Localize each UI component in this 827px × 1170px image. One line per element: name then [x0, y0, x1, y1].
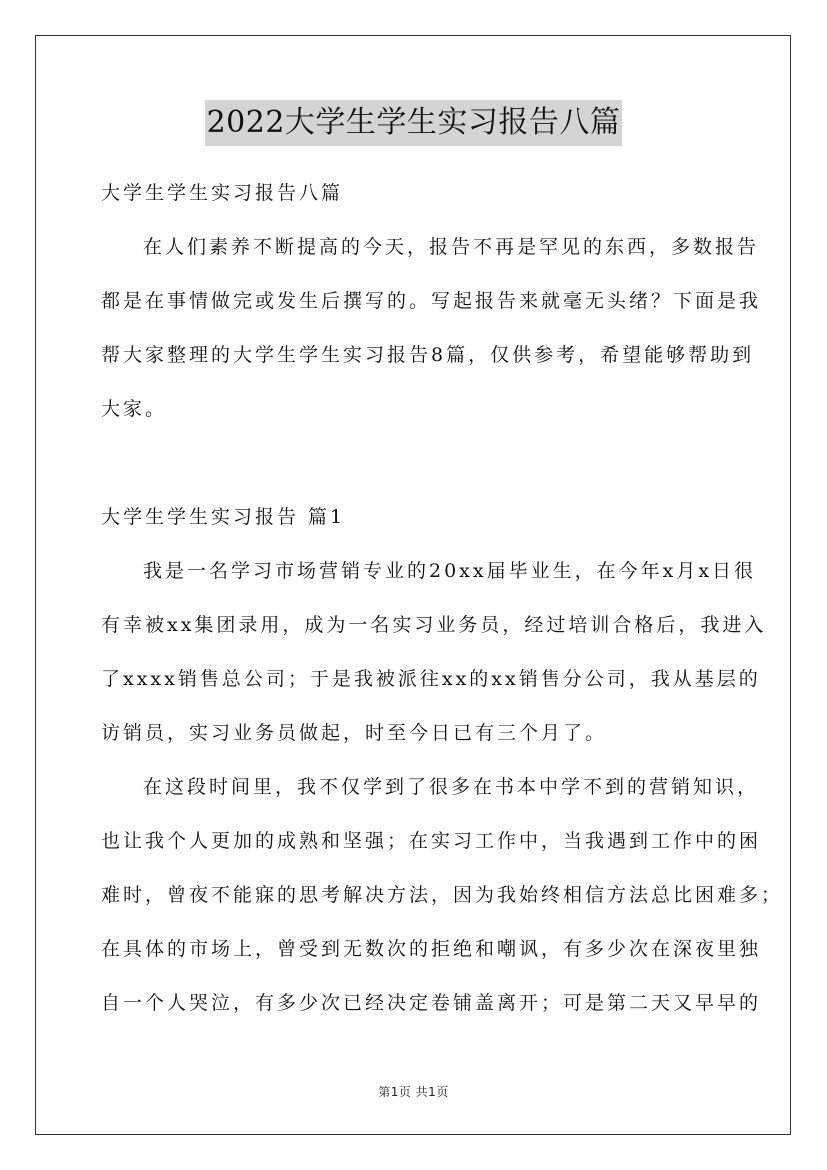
paragraph-line: 自一个人哭泣，有多少次已经决定卷铺盖离开；可是第二天又早早的: [101, 992, 762, 1014]
paragraph-line: 都是在事情做完或发生后撰写的。写起报告来就毫无头绪？下面是我: [101, 290, 762, 312]
paragraph-line: 访销员，实习业务员做起，时至今日已有三个月了。: [101, 722, 608, 744]
paragraph-line: 有幸被xx集团录用，成为一名实习业务员，经过培训合格后，我进入: [101, 614, 767, 636]
paragraph-line: 也让我个人更加的成熟和坚强；在实习工作中，当我遇到工作中的困: [101, 830, 762, 852]
paragraph-line: 大家。: [101, 398, 168, 420]
paragraph-line: 在人们素养不断提高的今天，报告不再是罕见的东西，多数报告: [143, 236, 760, 258]
paragraph-line: 难时，曾夜不能寐的思考解决方法，因为我始终相信方法总比困难多；: [101, 884, 784, 906]
page-footer: 第1页 共1页: [378, 1085, 449, 1099]
paragraph-line: 在具体的市场上，曾受到无数次的拒绝和嘲讽，有多少次在深夜里独: [101, 938, 762, 960]
intro-paragraph: [101, 224, 762, 440]
paragraph-1: [101, 548, 767, 764]
document-body: [101, 170, 784, 1034]
section-heading: 大学生学生实习报告 篇1: [101, 506, 346, 528]
paragraph-2: [101, 764, 784, 1034]
subtitle: 大学生学生实习报告八篇: [101, 182, 344, 204]
paragraph-line: 了xxxx销售总公司；于是我被派往xx的xx销售分公司，我从基层的: [101, 668, 761, 690]
title-wrap: [0, 100, 827, 146]
document-title: 2022大学生学生实习报告八篇: [205, 100, 623, 146]
blank-gap: [101, 440, 731, 494]
paragraph-line: 帮大家整理的大学生学生实习报告8篇，仅供参考，希望能够帮助到: [101, 344, 755, 366]
paragraph-line: 在这段时间里，我不仅学到了很多在书本中学不到的营销知识，: [143, 776, 760, 798]
paragraph-line: 我是一名学习市场营销专业的20xx届毕业生，在今年x月x日很: [143, 560, 757, 582]
